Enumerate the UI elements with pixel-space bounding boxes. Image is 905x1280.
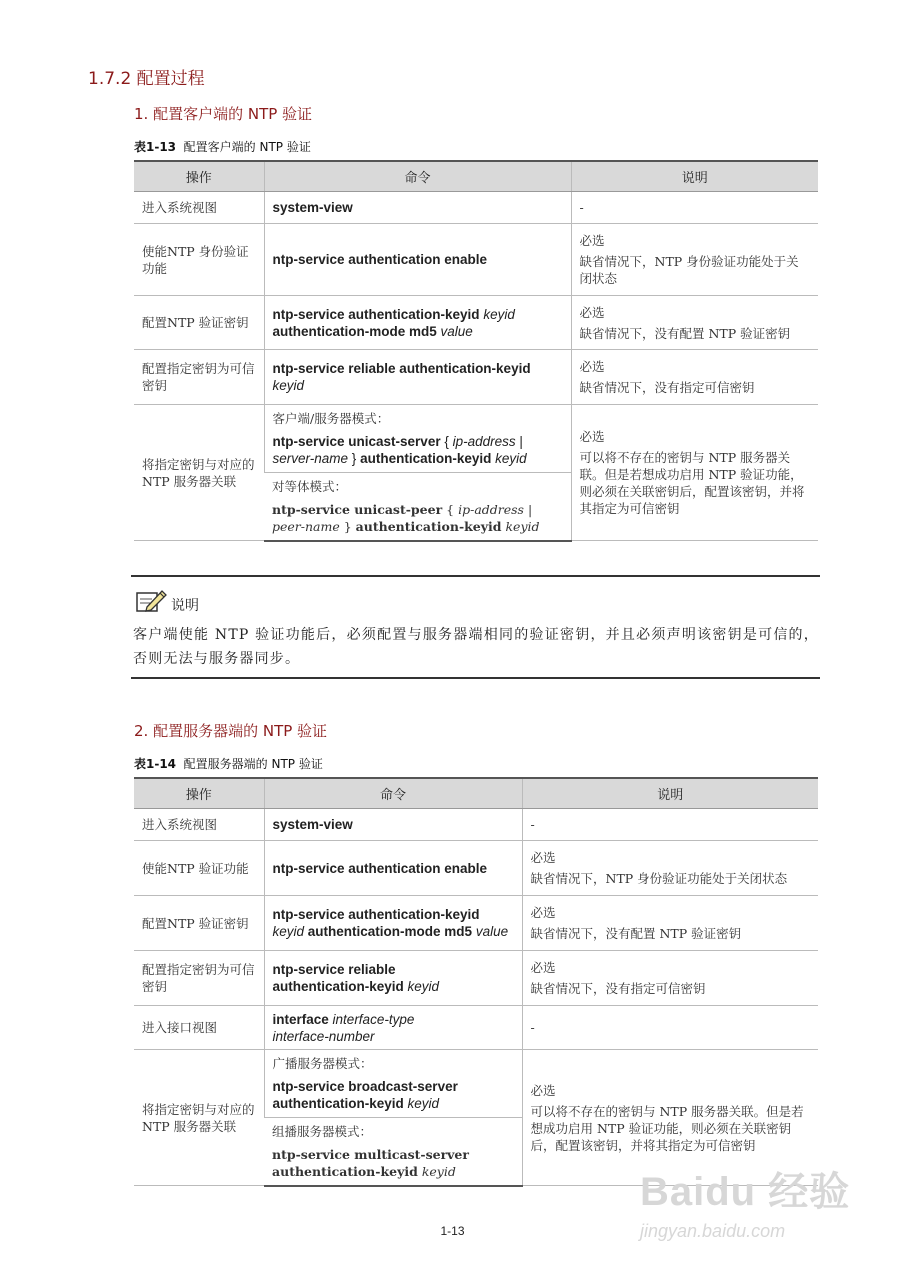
desc-cell: -	[571, 192, 818, 224]
desc-cell	[522, 951, 818, 1006]
cmd-param: keyid	[272, 924, 305, 939]
server-ntp-table	[134, 777, 818, 1187]
cmd-brace: }	[351, 451, 357, 466]
section-title: 1.7.2 配置过程	[88, 69, 205, 89]
cmd-param: peer-name	[272, 518, 340, 534]
desc-required: 必选	[530, 960, 556, 975]
cmd-cell	[264, 896, 522, 951]
table-row	[134, 896, 818, 951]
header-command: 命令	[264, 161, 571, 192]
cmd-text: ntp-service authentication enable	[272, 252, 488, 267]
desc-required: 必选	[530, 1082, 556, 1098]
note-body: 客户端使能 NTP 验证功能后，必须配置与服务器端相同的验证密钥，并且必须声明该密钥是可信的，否则无法与服务器同步。	[133, 627, 819, 667]
cmd-bold: ntp-service unicast-peer	[272, 501, 443, 517]
cmd-cell	[264, 224, 571, 296]
cmd-bold: ntp-service authentication-keyid	[272, 907, 480, 922]
cmd-bold: interface	[272, 1011, 329, 1027]
table-row	[134, 1006, 818, 1050]
server-table-caption	[134, 755, 323, 772]
desc-detail: 缺省情况下，没有配置 NTP 验证密钥	[579, 325, 791, 341]
cmd-bold: authentication-mode md5	[307, 924, 473, 939]
caption-label: 表1-13	[134, 140, 177, 154]
table-header-row	[134, 778, 818, 809]
op-cell: 将指定密钥与对应的NTP 服务器关联	[134, 405, 264, 541]
cmd-brace: {	[446, 501, 455, 517]
desc-cell: -	[522, 1006, 818, 1050]
table-row	[134, 350, 818, 405]
cmd-param: keyid	[495, 451, 527, 466]
cmd-brace: }	[343, 518, 352, 534]
note-title: 说明	[171, 598, 199, 614]
desc-detail: 缺省情况下，没有指定可信密钥	[579, 380, 755, 395]
mode-label: 客户端/服务器模式：	[272, 411, 390, 426]
page-number: 1-13	[440, 1224, 465, 1238]
cmd-bold: authentication-mode md5	[272, 323, 437, 339]
cmd-bold: ntp-service unicast-server	[272, 434, 441, 449]
cmd-param: value	[475, 924, 509, 939]
desc-detail: 可以将不存在的密钥与 NTP 服务器关联。但是若想成功启用 NTP 验证功能，则必须在关联密钥后，配置该密钥，并将其指定为可信密钥	[530, 1103, 804, 1153]
note-box	[131, 575, 820, 679]
client-ntp-table	[134, 160, 818, 542]
cmd-bold: ntp-service broadcast-server	[272, 1079, 458, 1094]
cmd-cell	[264, 841, 522, 896]
cmd-cell	[264, 473, 571, 541]
desc-cell	[571, 405, 818, 541]
op-cell: 配置NTP 验证密钥	[134, 296, 264, 350]
table-row	[134, 192, 818, 224]
cmd-bold: ntp-service multicast-server	[272, 1146, 469, 1162]
header-operation: 操作	[134, 161, 264, 192]
cmd-param: interface-type	[332, 1011, 415, 1027]
cmd-param: server-name	[272, 451, 349, 466]
cmd-bold: authentication-keyid	[355, 518, 502, 534]
desc-detail: 缺省情况下，NTP 身份验证功能处于关闭状态	[579, 254, 799, 286]
cmd-param: interface-number	[272, 1028, 375, 1044]
cmd-cell	[264, 1050, 522, 1118]
desc-required: 必选	[579, 304, 605, 320]
cmd-cell	[264, 296, 571, 350]
desc-detail: 缺省情况下，没有指定可信密钥	[530, 981, 706, 996]
cmd-bold: ntp-service authentication-keyid	[272, 306, 480, 322]
table-row	[134, 224, 818, 296]
cmd-param: keyid	[505, 518, 540, 534]
cmd-param: keyid	[421, 1163, 456, 1179]
desc-cell	[522, 841, 818, 896]
mode-label: 广播服务器模式：	[272, 1056, 373, 1071]
cmd-param: keyid	[407, 1096, 440, 1111]
desc-cell	[571, 350, 818, 405]
cmd-pipe: |	[527, 501, 533, 517]
table-header-row	[134, 161, 818, 192]
desc-detail: 缺省情况下，没有配置 NTP 验证密钥	[530, 926, 742, 941]
cmd-cell	[264, 192, 571, 224]
op-cell: 配置指定密钥为可信密钥	[134, 951, 264, 1006]
cmd-text: system-view	[272, 200, 353, 215]
cmd-param: keyid	[483, 306, 515, 322]
watermark-brand: Baidu 经验	[640, 1170, 851, 1214]
desc-required: 必选	[530, 850, 556, 865]
client-subtitle: 1. 配置客户端的 NTP 验证	[134, 105, 313, 123]
table-row	[134, 1050, 818, 1118]
caption-label: 表1-14	[134, 757, 177, 771]
server-subtitle: 2. 配置服务器端的 NTP 验证	[134, 722, 328, 740]
cmd-param: value	[440, 323, 473, 339]
table-row	[134, 951, 818, 1006]
op-cell: 将指定密钥与对应的NTP 服务器关联	[134, 1050, 264, 1186]
client-table-caption	[134, 138, 311, 155]
cmd-pipe: |	[519, 434, 523, 449]
cmd-param: keyid	[272, 378, 305, 393]
desc-cell: -	[522, 809, 818, 841]
mode-label: 组播服务器模式：	[272, 1123, 373, 1139]
op-cell: 进入系统视图	[134, 192, 264, 224]
cmd-cell	[264, 1006, 522, 1050]
desc-detail: 可以将不存在的密钥与 NTP 服务器关联。但是若想成功启用 NTP 验证功能，则必须在关联密钥后，配置该密钥，并将其指定为可信密钥	[579, 450, 805, 516]
table-row	[134, 296, 818, 350]
op-cell: 使能NTP 身份验证功能	[134, 224, 264, 296]
cmd-bold: authentication-keyid	[360, 451, 492, 466]
cmd-cell	[264, 350, 571, 405]
note-header	[135, 587, 199, 615]
desc-cell	[571, 224, 818, 296]
watermark	[640, 1160, 855, 1270]
header-description: 说明	[571, 161, 818, 192]
op-cell: 进入接口视图	[134, 1006, 264, 1050]
op-cell: 配置NTP 验证密钥	[134, 896, 264, 951]
table-row	[134, 841, 818, 896]
cmd-bold: authentication-keyid	[272, 979, 404, 994]
table-row	[134, 405, 818, 473]
cmd-brace: {	[444, 434, 449, 449]
mode-label: 对等体模式：	[272, 478, 348, 494]
cmd-param: ip-address	[458, 501, 524, 517]
caption-text: 配置服务器端的 NTP 验证	[183, 757, 323, 771]
cmd-cell	[264, 809, 522, 841]
op-cell: 配置指定密钥为可信密钥	[134, 350, 264, 405]
desc-required: 必选	[579, 233, 605, 248]
cmd-param: ip-address	[452, 434, 516, 449]
table-row	[134, 809, 818, 841]
cmd-text: ntp-service authentication enable	[272, 860, 488, 876]
note-pencil-icon	[135, 587, 167, 615]
header-command: 命令	[264, 778, 522, 809]
desc-required: 必选	[579, 359, 605, 374]
desc-cell	[571, 296, 818, 350]
desc-cell	[522, 896, 818, 951]
cmd-cell	[264, 1118, 522, 1186]
op-cell: 使能NTP 验证功能	[134, 841, 264, 896]
cmd-param: keyid	[407, 979, 440, 994]
cmd-bold: ntp-service reliable	[272, 962, 396, 977]
desc-required: 必选	[530, 905, 556, 920]
cmd-cell	[264, 951, 522, 1006]
watermark-url: jingyan.baidu.com	[640, 1221, 786, 1241]
header-description: 说明	[522, 778, 818, 809]
cmd-cell	[264, 405, 571, 473]
cmd-bold: ntp-service reliable authentication-keyid	[272, 361, 531, 376]
cmd-bold: authentication-keyid	[272, 1096, 404, 1111]
desc-detail: 缺省情况下，NTP 身份验证功能处于关闭状态	[530, 871, 788, 886]
caption-text: 配置客户端的 NTP 验证	[183, 140, 311, 154]
cmd-bold: authentication-keyid	[272, 1163, 418, 1179]
op-cell: 进入系统视图	[134, 809, 264, 841]
header-operation: 操作	[134, 778, 264, 809]
cmd-text: system-view	[272, 817, 353, 832]
desc-required: 必选	[579, 429, 605, 444]
